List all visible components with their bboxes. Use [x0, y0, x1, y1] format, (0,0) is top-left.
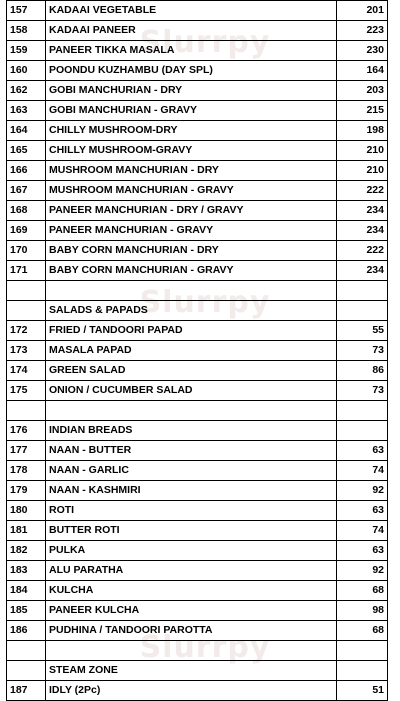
menu-row	[7, 621, 388, 641]
item-name: MUSHROOM MANCHURIAN - DRY	[46, 161, 337, 181]
menu-row	[7, 21, 388, 41]
item-name: PUDHINA / TANDOORI PAROTTA	[46, 621, 337, 641]
item-name: SALADS & PAPADS	[46, 301, 337, 321]
item-name: NAAN - BUTTER	[46, 441, 337, 461]
item-name: ONION / CUCUMBER SALAD	[46, 381, 337, 401]
menu-table-body	[7, 1, 388, 701]
item-number	[7, 281, 46, 301]
item-number: 185	[7, 601, 46, 621]
menu-row	[7, 401, 388, 421]
item-number: 187	[7, 681, 46, 701]
item-price: 74	[337, 521, 388, 541]
item-name	[46, 281, 337, 301]
item-number: 179	[7, 481, 46, 501]
menu-row	[7, 181, 388, 201]
item-price: 222	[337, 181, 388, 201]
item-price: 51	[337, 681, 388, 701]
menu-row	[7, 561, 388, 581]
item-price: 92	[337, 561, 388, 581]
item-name: MASALA PAPAD	[46, 341, 337, 361]
item-price: 223	[337, 21, 388, 41]
item-price: 222	[337, 241, 388, 261]
item-price: 86	[337, 361, 388, 381]
watermark: Slurrpy	[139, 285, 271, 320]
menu-row	[7, 241, 388, 261]
item-price: 98	[337, 601, 388, 621]
item-price	[337, 661, 388, 681]
menu-row	[7, 521, 388, 541]
item-number: 178	[7, 461, 46, 481]
item-name: CHILLY MUSHROOM-GRAVY	[46, 141, 337, 161]
menu-row	[7, 301, 388, 321]
item-number: 182	[7, 541, 46, 561]
item-name: GOBI MANCHURIAN - GRAVY	[46, 101, 337, 121]
item-price: 164	[337, 61, 388, 81]
item-price: 63	[337, 541, 388, 561]
item-number: 165	[7, 141, 46, 161]
item-number: 176	[7, 421, 46, 441]
menu-row	[7, 661, 388, 681]
item-name	[46, 641, 337, 661]
menu-row	[7, 541, 388, 561]
item-number: 159	[7, 41, 46, 61]
item-price: 234	[337, 261, 388, 281]
item-name: KULCHA	[46, 581, 337, 601]
item-name: INDIAN BREADS	[46, 421, 337, 441]
item-name: PANEER MANCHURIAN - GRAVY	[46, 221, 337, 241]
menu-row	[7, 101, 388, 121]
item-name: ALU PARATHA	[46, 561, 337, 581]
menu-row	[7, 201, 388, 221]
menu-row	[7, 501, 388, 521]
item-price: 234	[337, 201, 388, 221]
item-name: PANEER MANCHURIAN - DRY / GRAVY	[46, 201, 337, 221]
menu-row	[7, 341, 388, 361]
item-price: 198	[337, 121, 388, 141]
item-number: 172	[7, 321, 46, 341]
menu-row	[7, 441, 388, 461]
item-name	[46, 401, 337, 421]
item-price: 68	[337, 621, 388, 641]
item-number: 163	[7, 101, 46, 121]
item-name: POONDU KUZHAMBU (DAY SPL)	[46, 61, 337, 81]
item-name: BABY CORN MANCHURIAN - DRY	[46, 241, 337, 261]
menu-row	[7, 221, 388, 241]
menu-row	[7, 461, 388, 481]
item-name: MUSHROOM MANCHURIAN - GRAVY	[46, 181, 337, 201]
menu-row	[7, 161, 388, 181]
item-price: 55	[337, 321, 388, 341]
item-name: KADAAI PANEER	[46, 21, 337, 41]
item-number: 186	[7, 621, 46, 641]
menu-row	[7, 61, 388, 81]
item-price: 73	[337, 381, 388, 401]
item-price	[337, 401, 388, 421]
item-name: GOBI MANCHURIAN - DRY	[46, 81, 337, 101]
item-number: 162	[7, 81, 46, 101]
item-price	[337, 301, 388, 321]
item-name: CHILLY MUSHROOM-DRY	[46, 121, 337, 141]
item-price: 74	[337, 461, 388, 481]
item-name: PULKA	[46, 541, 337, 561]
item-number	[7, 301, 46, 321]
item-number	[7, 401, 46, 421]
item-number: 184	[7, 581, 46, 601]
item-name: FRIED / TANDOORI PAPAD	[46, 321, 337, 341]
item-name: PANEER KULCHA	[46, 601, 337, 621]
menu-row	[7, 641, 388, 661]
item-number: 181	[7, 521, 46, 541]
item-price: 92	[337, 481, 388, 501]
item-name: KADAAI VEGETABLE	[46, 1, 337, 21]
item-number: 171	[7, 261, 46, 281]
menu-row	[7, 381, 388, 401]
item-number: 160	[7, 61, 46, 81]
item-number: 174	[7, 361, 46, 381]
item-number: 167	[7, 181, 46, 201]
item-name: PANEER TIKKA MASALA	[46, 41, 337, 61]
item-price: 73	[337, 341, 388, 361]
item-price: 201	[337, 1, 388, 21]
item-price	[337, 641, 388, 661]
menu-row	[7, 681, 388, 701]
item-price: 203	[337, 81, 388, 101]
item-number: 183	[7, 561, 46, 581]
item-price	[337, 281, 388, 301]
item-price: 63	[337, 501, 388, 521]
item-name: NAAN - GARLIC	[46, 461, 337, 481]
item-price: 215	[337, 101, 388, 121]
menu-table	[6, 0, 388, 701]
item-price: 210	[337, 141, 388, 161]
item-price: 68	[337, 581, 388, 601]
menu-row	[7, 321, 388, 341]
menu-row	[7, 481, 388, 501]
menu-row	[7, 261, 388, 281]
item-number: 175	[7, 381, 46, 401]
item-number: 166	[7, 161, 46, 181]
item-number: 168	[7, 201, 46, 221]
menu-row	[7, 81, 388, 101]
menu-row	[7, 41, 388, 61]
menu-row	[7, 1, 388, 21]
item-price: 210	[337, 161, 388, 181]
item-name: GREEN SALAD	[46, 361, 337, 381]
item-price: 230	[337, 41, 388, 61]
item-number: 173	[7, 341, 46, 361]
item-number: 170	[7, 241, 46, 261]
item-number	[7, 661, 46, 681]
item-name: ROTI	[46, 501, 337, 521]
item-number: 177	[7, 441, 46, 461]
watermark: Slurrpy	[139, 25, 271, 60]
item-number: 157	[7, 1, 46, 21]
menu-row	[7, 581, 388, 601]
item-price	[337, 421, 388, 441]
item-number	[7, 641, 46, 661]
item-price: 234	[337, 221, 388, 241]
menu-row	[7, 121, 388, 141]
watermark: Slurrpy	[139, 630, 271, 665]
item-price: 63	[337, 441, 388, 461]
item-name: NAAN - KASHMIRI	[46, 481, 337, 501]
item-number: 158	[7, 21, 46, 41]
item-number: 164	[7, 121, 46, 141]
menu-row	[7, 601, 388, 621]
menu-row	[7, 421, 388, 441]
menu-row	[7, 281, 388, 301]
item-name: IDLY (2Pc)	[46, 681, 337, 701]
item-name: STEAM ZONE	[46, 661, 337, 681]
menu-row	[7, 361, 388, 381]
item-number: 180	[7, 501, 46, 521]
item-name: BUTTER ROTI	[46, 521, 337, 541]
menu-row	[7, 141, 388, 161]
item-number: 169	[7, 221, 46, 241]
item-name: BABY CORN MANCHURIAN - GRAVY	[46, 261, 337, 281]
